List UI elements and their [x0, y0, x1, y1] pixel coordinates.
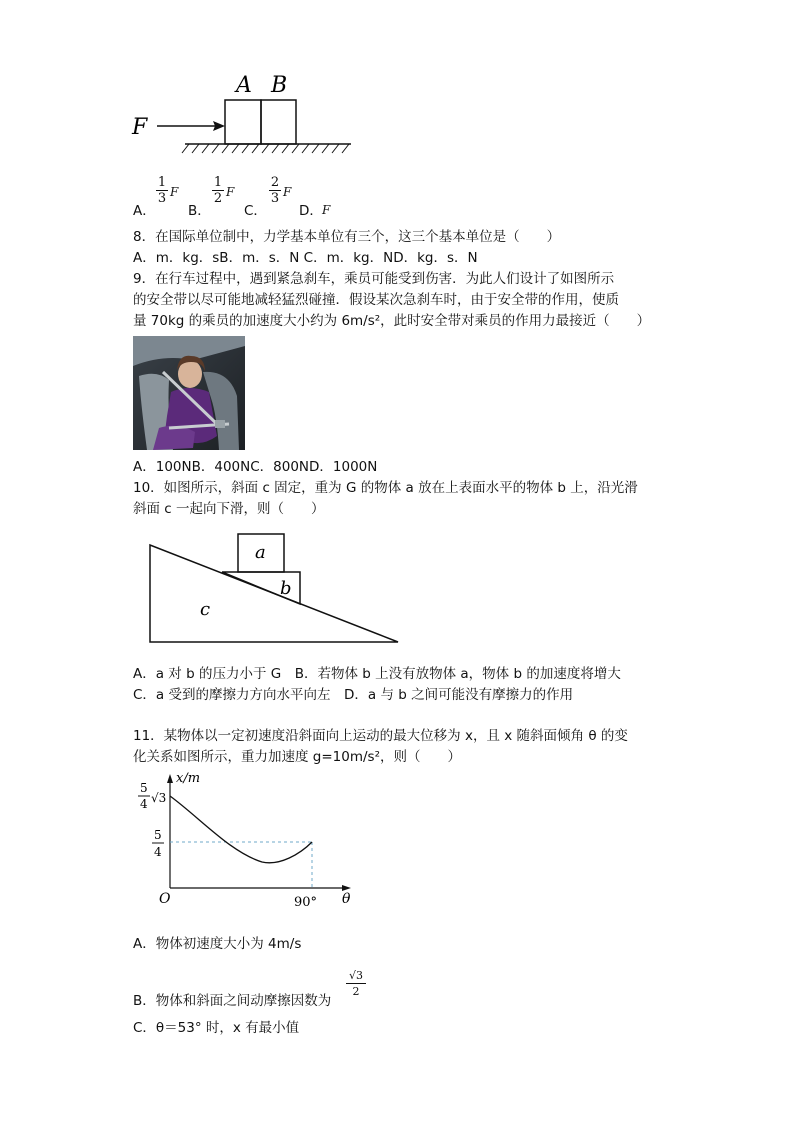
q8-stem: 8．在国际单位制中，力学基本单位有三个，这三个基本单位是（ ）	[133, 229, 561, 245]
y-axis-arrow-icon	[167, 774, 173, 783]
q7-option-d-var: F	[322, 203, 331, 217]
q7-option-a-label: A．	[133, 203, 156, 219]
fraction-denominator: 3	[270, 191, 280, 206]
q9-line1: 9．在行车过程中，遇到紧急刹车，乘员可能受到伤害．为此人们设计了如图所示	[133, 271, 615, 287]
block-label-b: b	[280, 578, 292, 599]
q10-line2: 斜面 c 一起向下滑，则（ ）	[133, 501, 325, 517]
q11-option-b-fraction	[346, 968, 366, 999]
q10-options-line1: A．a 对 b 的压力小于 G B．若物体 b 上没有放物体 a，物体 b 的加速度将增大	[133, 666, 621, 682]
q7-option-a-fraction	[156, 175, 168, 206]
q10-options-line2: C．a 受到的摩擦力方向水平向左 D．a 与 b 之间可能没有摩擦力的作用	[133, 687, 574, 703]
seatbelt-photo	[133, 336, 245, 450]
fraction-numerator: 2	[270, 175, 280, 190]
fraction-numerator: 1	[157, 175, 167, 190]
fraction-denominator: 2	[346, 983, 366, 999]
q7-option-d-label: D．	[299, 203, 323, 219]
q7-option-c-label: C．	[244, 203, 267, 219]
block-A	[225, 100, 261, 144]
y-tick1-denominator: 4	[140, 797, 148, 811]
q7-option-a-var: F	[170, 185, 179, 199]
q11-option-a: A．物体初速度大小为 4m/s	[133, 936, 302, 952]
q7-option-b-var: F	[226, 185, 235, 199]
q10-incline-figure	[148, 530, 404, 646]
ground-hatching	[182, 144, 349, 153]
q7-option-b-label: B．	[188, 203, 211, 219]
q9-line3: 量 70kg 的乘员的加速度大小约为 6m/s²，此时安全带对乘员的作用力最接近（ ）	[133, 313, 651, 329]
q9-options: A．100NB．400NC．800ND．1000N	[133, 459, 378, 475]
q11-option-b: B．物体和斜面之间动摩擦因数为	[133, 993, 332, 1009]
q7-option-c-var: F	[283, 185, 292, 199]
block-label-a: a	[255, 542, 266, 563]
x-tick-90: 90°	[294, 895, 318, 910]
x-theta-curve	[170, 796, 312, 863]
fraction-numerator: √3	[348, 969, 363, 982]
q11-option-c: C．θ＝53° 时，x 有最小值	[133, 1020, 300, 1036]
incline-label-c: c	[200, 599, 211, 620]
y-tick2-numerator: 5	[154, 828, 162, 842]
q11-line2: 化关系如图所示，重力加速度 g=10m/s²，则（ ）	[133, 749, 461, 765]
force-label-F: F	[132, 115, 148, 140]
q7-option-b-fraction	[212, 175, 224, 206]
q7-figure	[125, 70, 365, 160]
q8-options: A．m．kg．sB．m．s．N C．m．kg．ND．kg．s．N	[133, 250, 478, 266]
y-tick1-root: √3	[151, 791, 167, 805]
block-B	[261, 100, 296, 144]
fraction-denominator: 3	[157, 191, 167, 206]
q7-option-c-fraction	[269, 175, 281, 206]
y-axis-label: x/m	[176, 771, 201, 786]
x-axis-label: θ	[342, 891, 351, 907]
y-tick2-denominator: 4	[154, 845, 162, 859]
q10-line1: 10．如图所示，斜面 c 固定，重为 G 的物体 a 放在上表面水平的物体 b 上，沿光滑	[133, 480, 638, 496]
q9-line2: 的安全带以尽可能地减轻猛烈碰撞．假设某次急刹车时，由于安全带的作用，使质	[133, 292, 619, 308]
y-tick1-numerator: 5	[140, 781, 148, 795]
block-label-A: A	[236, 73, 252, 98]
q11-graph	[130, 770, 360, 910]
block-label-B: B	[271, 73, 288, 98]
q11-line1: 11．某物体以一定初速度沿斜面向上运动的最大位移为 x，且 x 随斜面倾角 θ 的变	[133, 728, 628, 744]
fraction-denominator: 2	[213, 191, 223, 206]
fraction-numerator: 1	[213, 175, 223, 190]
origin-label: O	[159, 891, 171, 907]
